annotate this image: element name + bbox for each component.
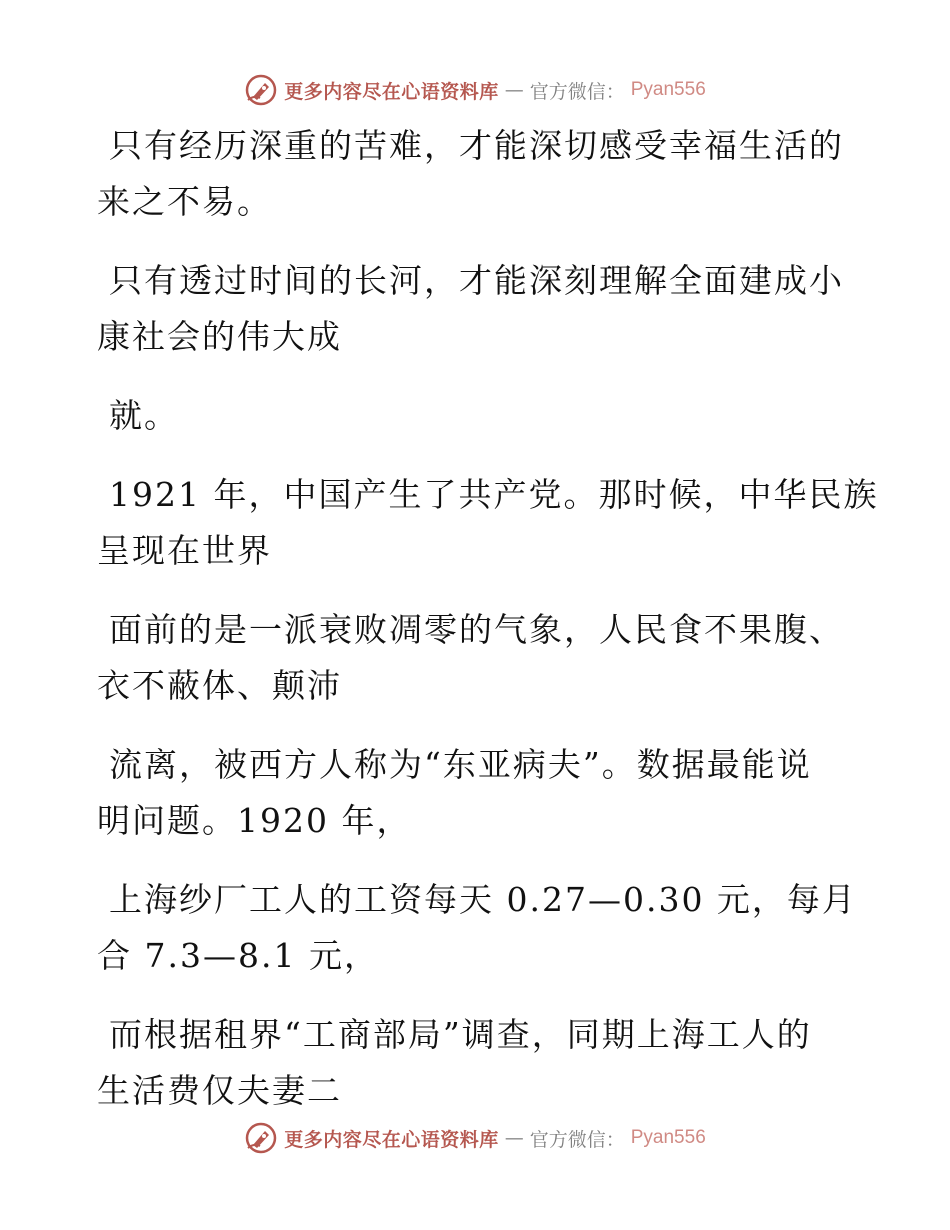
text-line: 就。 bbox=[109, 396, 179, 435]
watermark-wechat-label: 官方微信： bbox=[529, 1128, 625, 1151]
watermark-wechat-id: Pyan556 bbox=[630, 79, 706, 100]
document-body bbox=[97, 118, 879, 1119]
text-line: 只有透过时间的长河，才能深刻理解全面建成小 bbox=[109, 261, 844, 300]
pen-nib-logo-icon bbox=[244, 73, 278, 107]
text-line: 明问题。1920 年， bbox=[97, 801, 412, 840]
paragraph bbox=[97, 602, 857, 714]
text-line: 康社会的伟大成 bbox=[97, 317, 342, 356]
watermark-title: 更多内容尽在心语资料库 bbox=[284, 1128, 499, 1151]
text-line: 只有经历深重的苦难，才能深切感受幸福生活的 bbox=[109, 126, 844, 165]
text-line: 衣不蔽体、颠沛 bbox=[97, 666, 342, 705]
text-line: 而根据租界“工商部局”调查，同期上海工人的 bbox=[109, 1015, 812, 1054]
watermark-separator: — bbox=[504, 1127, 524, 1149]
paragraph bbox=[97, 118, 857, 230]
text-line: 上海纱厂工人的工资每天 0.27—0.30 元，每月 bbox=[109, 880, 857, 919]
text-line: 合 7.3—8.1 元， bbox=[97, 936, 379, 975]
paragraph bbox=[97, 467, 879, 579]
paragraph bbox=[97, 737, 857, 849]
watermark-separator: — bbox=[504, 79, 524, 101]
text-line: 1921 年，中国产生了共产党。那时候，中华民族 bbox=[109, 475, 879, 514]
paragraph bbox=[97, 253, 857, 365]
text-line: 面前的是一派衰败凋零的气象，人民食不果腹、 bbox=[109, 610, 844, 649]
watermark-wechat-id: Pyan556 bbox=[630, 1127, 706, 1148]
paragraph bbox=[97, 388, 857, 444]
paragraph bbox=[97, 872, 857, 984]
text-line: 流离，被西方人称为“东亚病夫”。数据最能说 bbox=[109, 745, 812, 784]
watermark-title: 更多内容尽在心语资料库 bbox=[284, 80, 499, 103]
text-line: 生活费仅夫妻二 bbox=[97, 1071, 342, 1110]
text-line: 来之不易。 bbox=[97, 182, 272, 221]
watermark-wechat-label: 官方微信： bbox=[529, 80, 625, 103]
header-watermark bbox=[0, 70, 950, 110]
text-line: 呈现在世界 bbox=[97, 531, 272, 570]
footer-watermark bbox=[0, 1118, 950, 1158]
paragraph bbox=[97, 1007, 857, 1119]
pen-nib-logo-icon bbox=[244, 1121, 278, 1155]
